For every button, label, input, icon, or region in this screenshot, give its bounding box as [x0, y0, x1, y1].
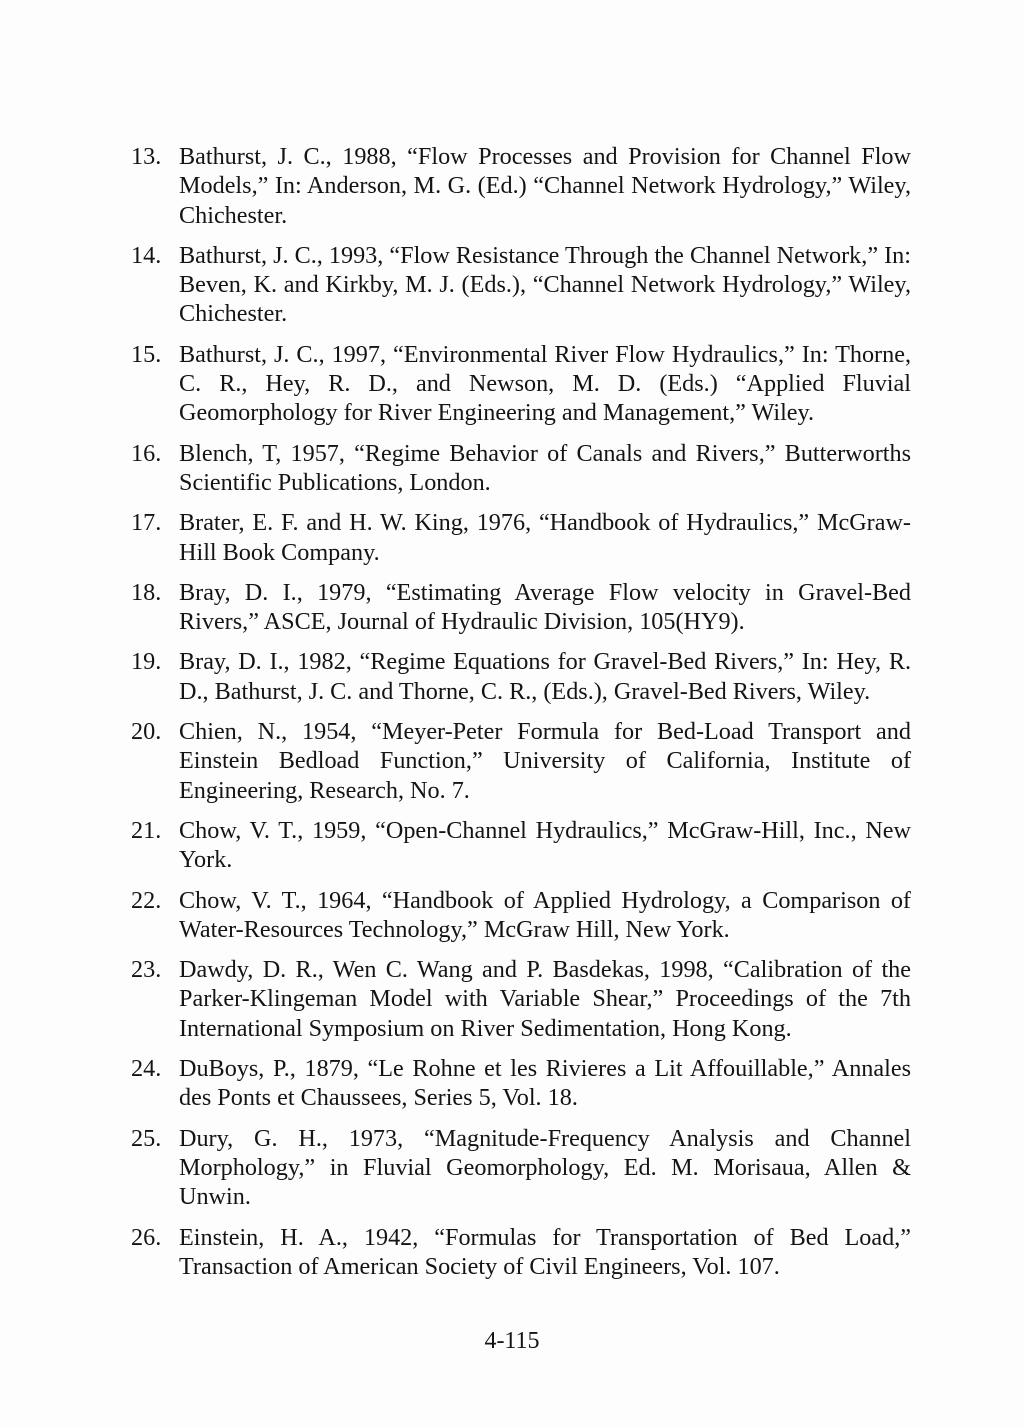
reference-list	[131, 142, 911, 1292]
reference-text: Bathurst, J. C., 1993, “Flow Resistance Through the Channel Network,” In: Beven, K. and Kirkby, M. J. (Eds.), “Channel Network Hydrology,” Wiley, Chichester.	[179, 241, 911, 328]
reference-text: Bathurst, J. C., 1997, “Environmental River Flow Hydraulics,” In: Thorne, C. R., Hey, R. D., and Newson, M. D. (Eds.) “Applied Fluvial Geomorphology for River Engineering and Management,” Wiley.	[179, 340, 911, 427]
reference-text: Bray, D. I., 1982, “Regime Equations for Gravel-Bed Rivers,” In: Hey, R. D., Bathurst, J. C. and Thorne, C. R., (Eds.), Gravel-Bed Rivers, Wiley.	[179, 648, 911, 705]
reference-item	[131, 241, 911, 329]
reference-number: 23.	[131, 956, 162, 984]
reference-number: 15.	[131, 340, 162, 368]
reference-number: 24.	[131, 1055, 162, 1083]
reference-number: 21.	[131, 816, 162, 844]
reference-number: 18.	[131, 578, 162, 606]
reference-number: 22.	[131, 886, 162, 914]
reference-text: Bray, D. I., 1979, “Estimating Average Flow velocity in Gravel-Bed Rivers,” ASCE, Journal of Hydraulic Division, 105(HY9).	[179, 578, 911, 636]
reference-item	[131, 142, 911, 230]
reference-text: Dury, G. H., 1973, “Magnitude-Frequency Analysis and Channel Morphology,” in Fluvial Geomorphology, Ed. M. Morisaua, Allen & Unwin.	[179, 1124, 911, 1211]
reference-text: Chow, V. T., 1959, “Open-Channel Hydraulics,” McGraw-Hill, Inc., New York.	[179, 816, 911, 874]
reference-item	[131, 816, 911, 875]
reference-item	[131, 1223, 911, 1282]
reference-number: 19.	[131, 648, 162, 676]
reference-item	[131, 717, 911, 805]
reference-item	[131, 439, 911, 498]
reference-item	[131, 508, 911, 567]
reference-item	[131, 955, 911, 1043]
reference-number: 16.	[131, 439, 162, 467]
page-number: 4-115	[484, 1328, 540, 1354]
reference-number: 25.	[131, 1124, 162, 1152]
reference-item	[131, 886, 911, 945]
reference-number: 17.	[131, 509, 162, 537]
reference-text: DuBoys, P., 1879, “Le Rohne et les Rivieres a Lit Affouillable,” Annales des Ponts et Chaussees, Series 5, Vol. 18.	[179, 1055, 911, 1112]
reference-item	[131, 647, 911, 706]
reference-item	[131, 1124, 911, 1212]
reference-text: Einstein, H. A., 1942, “Formulas for Transportation of Bed Load,” Transaction of American Society of Civil Engineers, Vol. 107.	[179, 1223, 911, 1280]
reference-number: 20.	[131, 718, 162, 746]
reference-text: Blench, T, 1957, “Regime Behavior of Canals and Rivers,” Butterworths Scientific Publications, London.	[179, 439, 911, 496]
reference-text: Bathurst, J. C., 1988, “Flow Processes and Provision for Channel Flow Models,” In: Anderson, M. G. (Ed.) “Channel Network Hydrology,” Wiley, Chichester.	[179, 143, 911, 229]
reference-item	[131, 1054, 911, 1113]
reference-number: 14.	[131, 241, 162, 269]
reference-item	[131, 340, 911, 428]
reference-number: 26.	[131, 1223, 162, 1251]
reference-text: Chow, V. T., 1964, “Handbook of Applied Hydrology, a Comparison of Water-Resources Technology,” McGraw Hill, New York.	[179, 886, 911, 943]
reference-text: Brater, E. F. and H. W. King, 1976, “Handbook of Hydraulics,” McGraw-Hill Book Company.	[179, 509, 911, 566]
reference-text: Chien, N., 1954, “Meyer-Peter Formula for Bed-Load Transport and Einstein Bedload Function,” University of California, Institute of Engineering, Research, No. 7.	[179, 718, 911, 804]
reference-number: 13.	[131, 143, 162, 170]
reference-text: Dawdy, D. R., Wen C. Wang and P. Basdekas, 1998, “Calibration of the Parker-Klingeman Model with Variable Shear,” Proceedings of the 7th International Symposium on River Sedimentation, Hong Kong.	[179, 956, 911, 1042]
reference-item	[131, 578, 911, 637]
